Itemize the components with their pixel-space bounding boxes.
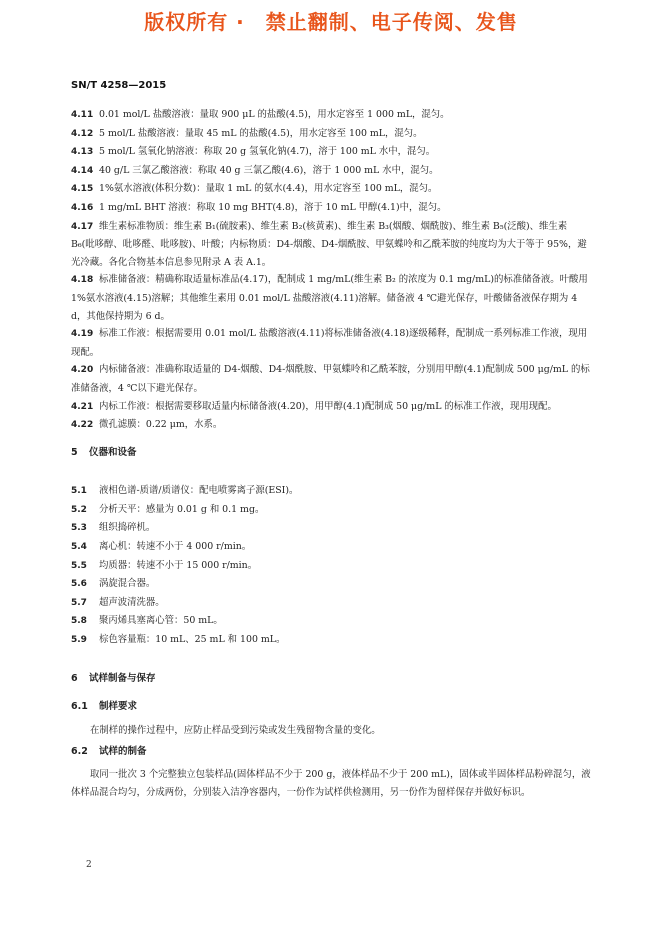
list-item <box>71 199 593 218</box>
item-number: 5.3 <box>71 523 87 534</box>
section-title: 仪器和设备 <box>89 446 137 458</box>
item-number: 4.17 <box>71 221 94 232</box>
item-number: 4.19 <box>71 329 94 340</box>
list-item <box>71 631 593 650</box>
item-number: 5.4 <box>71 542 87 553</box>
paragraph-6-1: 在制样的操作过程中，应防止样品受到污染或发生残留物含量的变化。 <box>90 724 381 736</box>
item-number: 4.22 <box>71 420 94 431</box>
list-item <box>71 162 593 181</box>
list-item <box>71 125 593 144</box>
section-number: 5 <box>71 446 78 458</box>
item-text: 5 mol/L 盐酸溶液：量取 45 mL 的盐酸(4.5)，用水定容至 100 mL，混匀。 <box>99 127 423 139</box>
section-title: 试样制备与保存 <box>89 672 156 684</box>
item-text: 涡旋混合器。 <box>99 578 156 590</box>
list-item <box>71 501 593 520</box>
item-number: 5.8 <box>71 616 87 627</box>
item-text: 微孔滤膜：0.22 μm，水系。 <box>99 419 223 431</box>
item-text: 内标工作液：根据需要移取适量内标储备液(4.20)，用甲醇(4.1)配制成 50 μg/mL 的标准工作液，现用现配。 <box>99 400 557 412</box>
paragraph-6-2: 取同一批次 3 个完整独立包装样品(固体样品不少于 200 g，液体样品不少于 200 mL)，固体或半固体样品粉碎混匀，液体样品混合均匀，分成两份，分别装入洁净容器内，一份作为试样供检测用，另一份作为留样保存并做好标识。 <box>71 769 591 798</box>
list-item <box>71 325 593 361</box>
standard-code: SN/T 4258—2015 <box>71 80 167 91</box>
item-number: 4.15 <box>71 184 94 195</box>
subsection-number: 6.1 <box>71 701 88 713</box>
equipment-list <box>71 482 593 649</box>
list-item <box>71 106 593 125</box>
list-item <box>71 271 593 325</box>
list-item <box>71 398 593 417</box>
list-item <box>71 218 593 272</box>
item-text: 40 g/L 三氯乙酸溶液：称取 40 g 三氯乙酸(4.6)，溶于 1 000 mL 水中，混匀。 <box>99 164 439 176</box>
item-number: 4.13 <box>71 147 94 158</box>
item-text: 液相色谱-质谱/质谱仪：配电喷雾离子源(ESI)。 <box>99 485 299 497</box>
subsection-6-2-heading <box>71 743 593 761</box>
section-5-heading <box>71 444 593 462</box>
subsection-title: 制样要求 <box>99 701 138 713</box>
item-text: 1 mg/mL BHT 溶液：称取 10 mg BHT(4.8)，溶于 10 mL 甲醇(4.1)中，混匀。 <box>99 201 447 213</box>
list-item <box>71 519 593 538</box>
item-text: 维生素标准物质：维生素 B₁(硫胺素)、维生素 B₂(核黄素)、维生素 B₃(烟酸、烟酰胺)、维生素 B₅(泛酸)、维生素 B₆(吡哆醇、吡哆醛、吡哆胺)、叶酸；内标物质：D4-烟酸、D4-烟酰胺、甲氨蝶呤和乙酰苯胺的纯度均为大于等于 95%，避光冷藏。各化合物基本信息参见附录 A 表 A.1。 <box>71 220 587 268</box>
list-item <box>71 538 593 557</box>
subsection-number: 6.2 <box>71 746 88 758</box>
item-number: 5.9 <box>71 635 87 646</box>
section-number: 6 <box>71 672 78 684</box>
item-number: 4.21 <box>71 401 94 412</box>
list-item <box>71 557 593 576</box>
item-number: 4.20 <box>71 365 94 376</box>
document-body <box>71 106 593 801</box>
item-number: 5.7 <box>71 597 87 608</box>
subsection-6-1-heading <box>71 698 593 716</box>
item-number: 4.12 <box>71 128 94 139</box>
item-text: 聚丙烯具塞离心管：50 mL。 <box>99 615 223 627</box>
subsection-title: 试样的制备 <box>99 746 147 758</box>
list-item <box>71 612 593 631</box>
item-text: 棕色容量瓶：10 mL、25 mL 和 100 mL。 <box>99 634 286 646</box>
item-number: 5.1 <box>71 486 87 497</box>
item-text: 1%氨水溶液(体积分数)：量取 1 mL 的氨水(4.4)，用水定容至 100 mL，混匀。 <box>99 183 438 195</box>
watermark: 版权所有 · 禁止翻制、电子传阅、发售 <box>144 10 518 34</box>
list-item <box>71 416 593 435</box>
item-number: 4.16 <box>71 202 94 213</box>
item-number: 5.6 <box>71 579 87 590</box>
list-item <box>71 361 593 397</box>
item-text: 内标储备液：准确称取适量的 D4-烟酸、D4-烟酰胺、甲氨蝶呤和乙酰苯胺，分别用甲醇(4.1)配制成 500 μg/mL 的标准储备液，4 ℃以下避光保存。 <box>71 364 590 394</box>
item-number: 4.18 <box>71 275 94 286</box>
item-text: 超声波清洗器。 <box>99 596 165 608</box>
item-text: 离心机：转速不小于 4 000 r/min。 <box>99 541 252 553</box>
item-text: 标准储备液：精确称取适量标准品(4.17)，配制成 1 mg/mL(维生素 B₂ 的浓度为 0.1 mg/mL)的标准储备液。叶酸用 1%氨水溶液(4.15)溶解；其他维生素用 0.01 mol/L 盐酸溶液(4.11)溶解。储备液 4 ℃避光保存，叶酸储备液保存期为 4 d，其他保持期为 6 d。 <box>71 274 588 322</box>
item-text: 标准工作液：根据需要用 0.01 mol/L 盐酸溶液(4.11)将标准储备液(4.18)逐级稀释，配制成一系列标准工作液，现用现配。 <box>71 328 588 358</box>
list-item <box>71 143 593 162</box>
item-number: 5.2 <box>71 504 87 515</box>
item-text: 组织捣碎机。 <box>99 522 156 534</box>
section-6-heading <box>71 670 593 688</box>
item-text: 5 mol/L 氢氧化钠溶液：称取 20 g 氢氧化钠(4.7)，溶于 100 mL 水中，混匀。 <box>99 146 436 158</box>
item-text: 分析天平：感量为 0.01 g 和 0.1 mg。 <box>99 503 265 515</box>
page-number: 2 <box>86 860 92 870</box>
list-item <box>71 575 593 594</box>
item-number: 4.14 <box>71 165 94 176</box>
item-number: 5.5 <box>71 560 87 571</box>
list-item <box>71 180 593 199</box>
item-text: 均质器：转速不小于 15 000 r/min。 <box>99 559 258 571</box>
item-number: 4.11 <box>71 110 94 120</box>
reagent-list <box>71 106 593 435</box>
list-item <box>71 594 593 613</box>
list-item <box>71 482 593 501</box>
item-text: 0.01 mol/L 盐酸溶液：量取 900 μL 的盐酸(4.5)，用水定容至 1 000 mL，混匀。 <box>99 109 450 120</box>
